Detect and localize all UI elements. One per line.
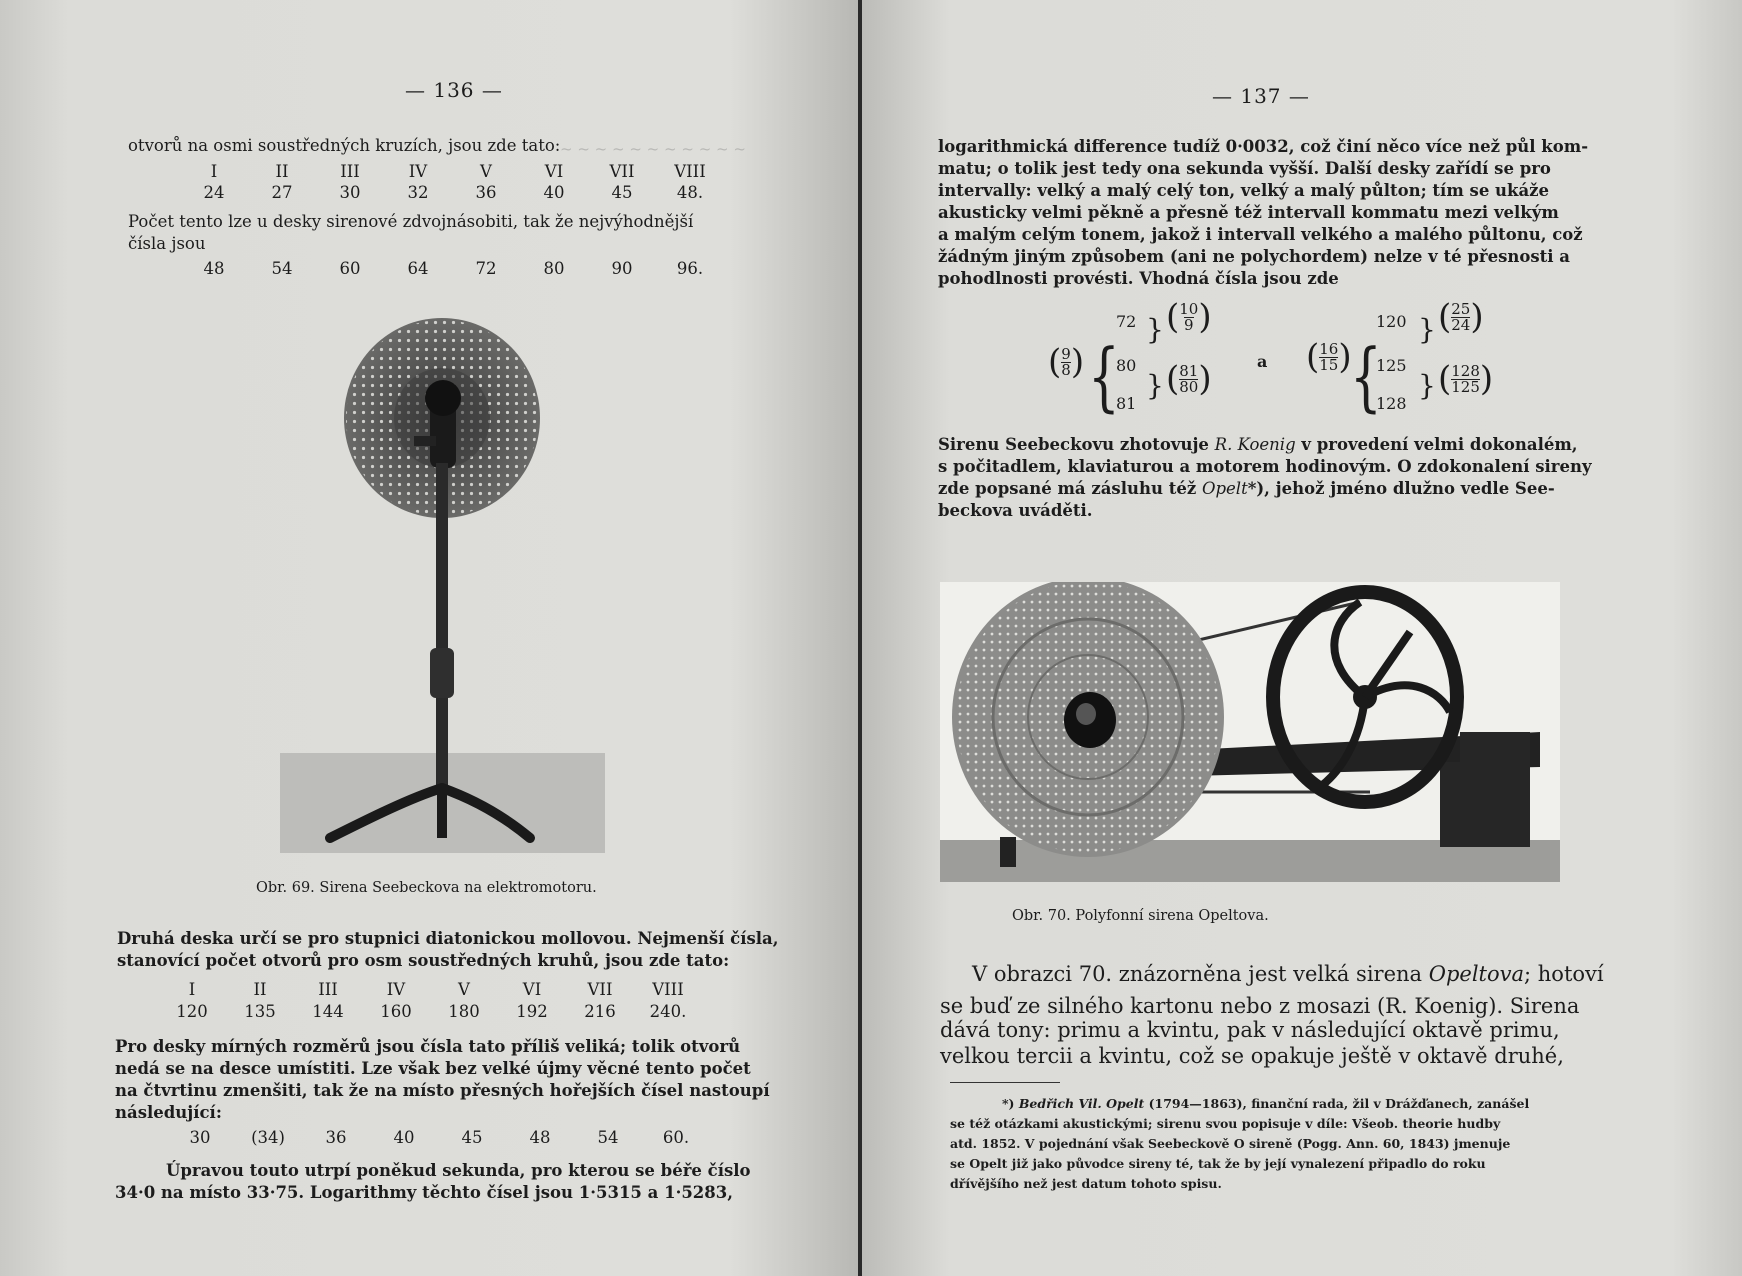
table-cell: 40: [543, 183, 565, 202]
table1-values: [180, 183, 724, 202]
table-cell: 32: [407, 183, 429, 202]
footnote-line: *) Bedřich Vil. Opelt (1794—1863), finanční rada, žil v Drážďanech, zanášel: [1002, 1096, 1530, 1111]
table-cell: (34): [251, 1128, 285, 1147]
table-cell: 48: [529, 1128, 551, 1147]
paragraph-line: Sirenu Seebeckovu zhotovuje R. Koenig v provedení velmi dokonalém,: [938, 435, 1578, 454]
table-cell: 90: [611, 259, 633, 278]
table-cell: VII: [587, 980, 613, 999]
table-cell: 120: [176, 1002, 208, 1021]
table-cell: 48.: [676, 183, 704, 202]
table-cell: 60.: [662, 1128, 690, 1147]
table-cell: VIII: [652, 980, 684, 999]
table-cell: 80: [543, 259, 565, 278]
table-cell: 180: [448, 1002, 480, 1021]
figure-caption: Obr. 70. Polyfonní sirena Opeltova.: [1012, 908, 1269, 924]
formula-number: 72: [1116, 312, 1137, 331]
fraction-25-24: ( $\frac{25}{24}$ ): [1438, 297, 1484, 337]
paragraph-line: otvorů na osmi soustředných kruzích, jsou zde tato:: [128, 136, 561, 155]
table-cell: VIII: [674, 162, 706, 181]
table-cell: III: [318, 980, 338, 999]
formula-number: 128: [1376, 394, 1407, 413]
fraction-nine-eighths: ( $\frac{9}{8}$ ): [1048, 342, 1085, 382]
mid-brace: }: [1146, 369, 1164, 402]
formula-number: 81: [1116, 394, 1137, 413]
formula-number: 120: [1376, 312, 1407, 331]
paragraph-line: a malým celým tonem, jakož i intervall velkého a malého půltonu, což: [938, 225, 1583, 244]
table-cell: VI: [522, 980, 542, 999]
table-cell: 135: [244, 1002, 276, 1021]
table2-values: [158, 1002, 702, 1021]
figure-caption: Obr. 69. Sirena Seebeckova na elektromotoru.: [256, 880, 597, 896]
table-cell: 60: [339, 259, 361, 278]
table-cell: 40: [393, 1128, 415, 1147]
paragraph-line: dává tony: primu a kvintu, pak v následující oktavě primu,: [940, 1018, 1560, 1042]
seebeck-siren-figure: [260, 318, 620, 853]
paragraph-line: žádným jiným způsobem (ani ne polychordem) nelze v té přesnosti a: [938, 247, 1570, 266]
table-cell: I: [210, 162, 218, 181]
table-cell: II: [253, 980, 267, 999]
table-cell: 48: [203, 259, 225, 278]
table-cell: V: [458, 980, 470, 999]
table-cell: 45: [611, 183, 633, 202]
row3-values: [166, 1128, 710, 1147]
bleed-through-text: ~ ~ ~ ~ ~ ~ ~ ~ ~ ~ ~: [560, 140, 746, 158]
mid-brace: }: [1418, 369, 1436, 402]
paragraph-line: logarithmická difference tudíž 0·0032, což činí něco více než půl kom-: [938, 137, 1589, 156]
fraction-ten-ninths: ( $\frac{10}{9}$ ): [1166, 297, 1212, 337]
paragraph-line: s počitadlem, klaviaturou a motorem hodinovým. O zdokonalení sireny: [938, 457, 1592, 476]
table-cell: III: [340, 162, 360, 181]
left-brace: {: [1350, 333, 1382, 421]
fraction-16-15: ( $\frac{16}{15}$ ): [1306, 337, 1352, 377]
table-cell: 30: [339, 183, 361, 202]
paragraph-line: Druhá deska určí se pro stupnici diatonickou mollovou. Nejmenší čísla,: [117, 929, 779, 948]
table-cell: 96.: [676, 259, 704, 278]
table-cell: 144: [312, 1002, 344, 1021]
footnote-line: atd. 1852. V pojednání však Seebeckově O sireně (Pogg. Ann. 60, 1843) jmenuje: [950, 1136, 1511, 1151]
formula-number: 80: [1116, 356, 1137, 375]
paragraph-line: čísla jsou: [128, 234, 206, 253]
table-cell: I: [188, 980, 196, 999]
table-cell: 216: [584, 1002, 616, 1021]
table-cell: II: [275, 162, 289, 181]
mid-brace: }: [1418, 313, 1436, 346]
paragraph-line: velkou tercii a kvintu, což se opakuje ještě v oktavě druhé,: [940, 1044, 1564, 1068]
table-cell: V: [480, 162, 492, 181]
table-cell: VI: [544, 162, 564, 181]
table-cell: 30: [189, 1128, 211, 1147]
paragraph-line: intervally: velký a malý celý ton, velký a malý půlton; tím se ukáže: [938, 181, 1550, 200]
left-page: [0, 0, 858, 1276]
paragraph-line: beckova uváděti.: [938, 501, 1093, 520]
paragraph-line: Pro desky mírných rozměrů jsou čísla tato příliš veliká; tolik otvorů: [115, 1037, 741, 1056]
paragraph-line: Úpravou touto utrpí poněkud sekunda, pro kterou se béře číslo: [166, 1161, 751, 1180]
footnote-rule: [950, 1082, 1060, 1083]
paragraph-line: zde popsané má zásluhu též Opelt*), jehož jméno dlužno vedle See-: [938, 479, 1555, 498]
paragraph-line: matu; o tolik jest tedy ona sekunda vyšší. Další desky zařídí se pro: [938, 159, 1551, 178]
table1-numerals: [180, 162, 724, 181]
table-cell: IV: [386, 980, 406, 999]
formula-connector: a: [1257, 352, 1268, 371]
paragraph-line: na čtvrtinu zmenšiti, tak že na místo přesných hořejších čísel nastoupí: [115, 1081, 770, 1100]
table-cell: 64: [407, 259, 429, 278]
table-cell: IV: [408, 162, 428, 181]
paragraph-line: V obrazci 70. znázorněna jest velká sirena Opeltova; hotoví: [972, 962, 1604, 986]
table-cell: 192: [516, 1002, 548, 1021]
formula-number: 125: [1376, 356, 1407, 375]
right-page: [862, 0, 1742, 1276]
footnote-line: se též otázkami akustickými; sirenu svou popisuje v díle: Všeob. theorie hudby: [950, 1116, 1501, 1131]
paragraph-line: nedá se na desce umístiti. Lze však bez velké újmy věcné tento počet: [115, 1059, 751, 1078]
paragraph-line: Počet tento lze u desky sirenové zdvojnásobiti, tak že nejvýhodnější: [128, 212, 694, 231]
row2-values: [180, 259, 724, 278]
table-cell: 36: [325, 1128, 347, 1147]
table-cell: 54: [597, 1128, 619, 1147]
paragraph-line: se buď ze silného kartonu nebo z mosazi (R. Koenig). Sirena: [940, 994, 1580, 1018]
table2-numerals: [158, 980, 702, 999]
fraction-81-80: ( $\frac{81}{80}$ ): [1166, 359, 1212, 399]
paragraph-line: pohodlnosti provésti. Vhodná čísla jsou zde: [938, 269, 1339, 288]
paragraph-line: akusticky velmi pěkně a přesně též intervall kommatu mezi velkým: [938, 203, 1559, 222]
footnote-line: dřívějšího než jest datum tohoto spisu.: [950, 1176, 1222, 1191]
opelt-siren-figure: [940, 582, 1560, 882]
table-cell: 45: [461, 1128, 483, 1147]
table-cell: VII: [609, 162, 635, 181]
table-cell: 24: [203, 183, 225, 202]
mid-brace: }: [1146, 313, 1164, 346]
table-cell: 240.: [649, 1002, 687, 1021]
fraction-128-125: ( $\frac{128}{125}$ ): [1438, 359, 1494, 399]
page-number: — 137 —: [1212, 84, 1310, 108]
paragraph-line: následující:: [115, 1103, 222, 1122]
paragraph-line: 34·0 na místo 33·75. Logarithmy těchto čísel jsou 1·5315 a 1·5283,: [115, 1183, 733, 1202]
page-number: — 136 —: [405, 78, 503, 102]
paragraph-line: stanovící počet otvorů pro osm soustředných kruhů, jsou zde tato:: [117, 951, 730, 970]
table-cell: 72: [475, 259, 497, 278]
left-brace: {: [1088, 333, 1120, 421]
footnote-line: se Opelt již jako původce sireny té, tak že by její vynalezení připadlo do roku: [950, 1156, 1486, 1171]
table-cell: 36: [475, 183, 497, 202]
table-cell: 160: [380, 1002, 412, 1021]
table-cell: 54: [271, 259, 293, 278]
table-cell: 27: [271, 183, 293, 202]
